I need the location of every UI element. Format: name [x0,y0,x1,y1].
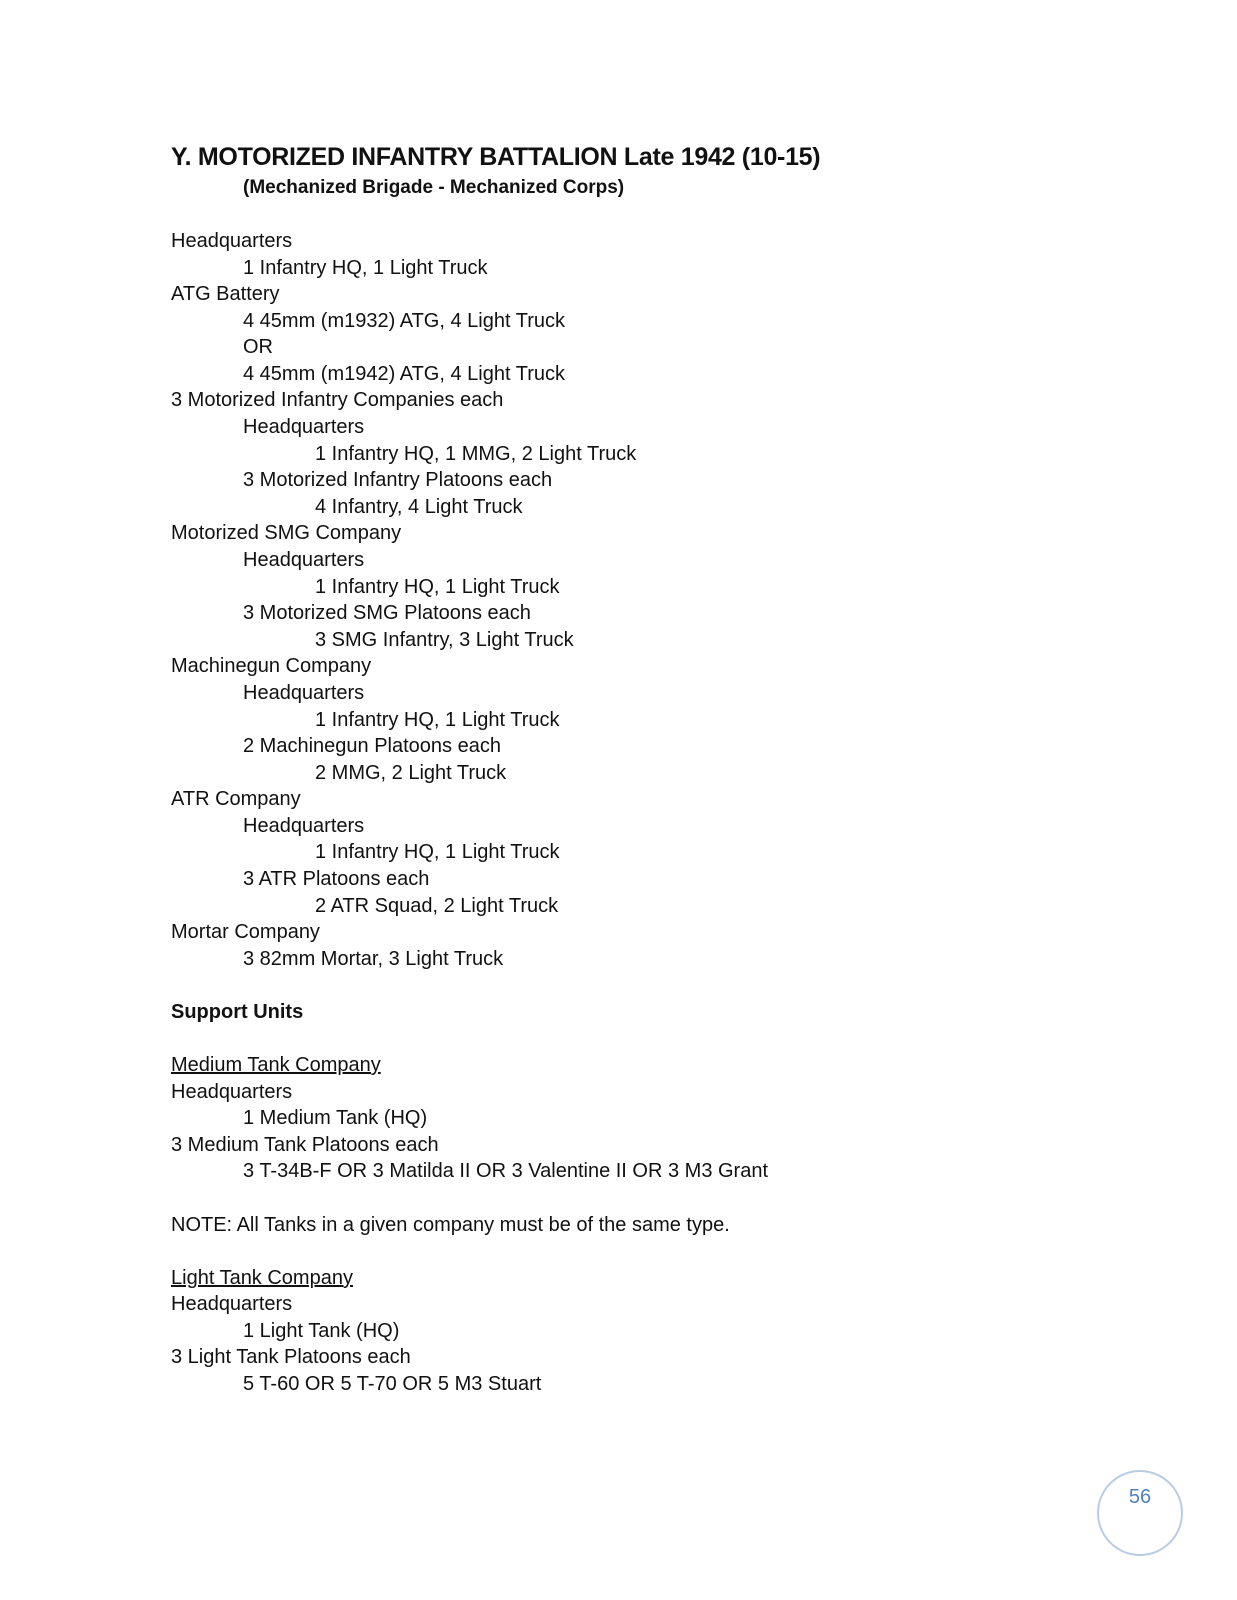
org-line: ATR Company [171,788,301,810]
org-line: 4 45mm (m1932) ATG, 4 Light Truck [243,310,565,332]
org-line: 2 MMG, 2 Light Truck [315,762,507,784]
org-line: 4 Infantry, 4 Light Truck [315,496,523,518]
org-line: 3 82mm Mortar, 3 Light Truck [243,948,504,970]
org-line: 3 Motorized SMG Platoons each [243,602,531,624]
org-line: OR [243,336,273,358]
org-line: 1 Infantry HQ, 1 Light Truck [243,257,488,279]
org-line: 1 Light Tank (HQ) [243,1320,400,1342]
org-line: Headquarters [243,549,365,571]
light-tank-company-title: Light Tank Company [171,1267,353,1289]
org-line: ATG Battery [171,283,280,305]
note-text: NOTE: All Tanks in a given company must be of the same type. [171,1214,730,1236]
org-line: Headquarters [243,416,365,438]
org-line: 2 ATR Squad, 2 Light Truck [315,895,559,917]
org-line: Motorized SMG Company [171,522,402,544]
org-line: 5 T-60 OR 5 T-70 OR 5 M3 Stuart [243,1373,542,1395]
org-line: Machinegun Company [171,655,372,677]
org-line: Headquarters [243,682,365,704]
org-line: Headquarters [171,1081,293,1103]
org-line: 3 Motorized Infantry Companies each [171,389,504,411]
org-line: Headquarters [171,230,293,252]
org-line: 3 Motorized Infantry Platoons each [243,469,553,491]
page-number: 56 [1128,1486,1152,1508]
org-line: 3 Light Tank Platoons each [171,1346,411,1368]
org-line: 1 Infantry HQ, 1 Light Truck [315,841,560,863]
org-line: 4 45mm (m1942) ATG, 4 Light Truck [243,363,565,385]
org-line: 1 Medium Tank (HQ) [243,1107,428,1129]
org-line: 3 Medium Tank Platoons each [171,1134,439,1156]
org-line: 3 ATR Platoons each [243,868,430,890]
org-line: Headquarters [171,1293,293,1315]
org-line: 1 Infantry HQ, 1 Light Truck [315,576,560,598]
org-line: 3 SMG Infantry, 3 Light Truck [315,629,574,651]
medium-tank-company-title: Medium Tank Company [171,1054,381,1076]
org-line: 1 Infantry HQ, 1 Light Truck [315,709,560,731]
org-line: Headquarters [243,815,365,837]
support-heading: Support Units [171,1001,304,1023]
page-number-badge [1097,1470,1183,1556]
page-title: Y. MOTORIZED INFANTRY BATTALION Late 1942 (10-15) [171,143,821,171]
org-line: 1 Infantry HQ, 1 MMG, 2 Light Truck [315,443,637,465]
org-line: Mortar Company [171,921,320,943]
org-line: 3 T-34B-F OR 3 Matilda II OR 3 Valentine II OR 3 M3 Grant [243,1160,769,1182]
org-line: 2 Machinegun Platoons each [243,735,501,757]
page-subtitle: (Mechanized Brigade - Mechanized Corps) [243,177,625,198]
